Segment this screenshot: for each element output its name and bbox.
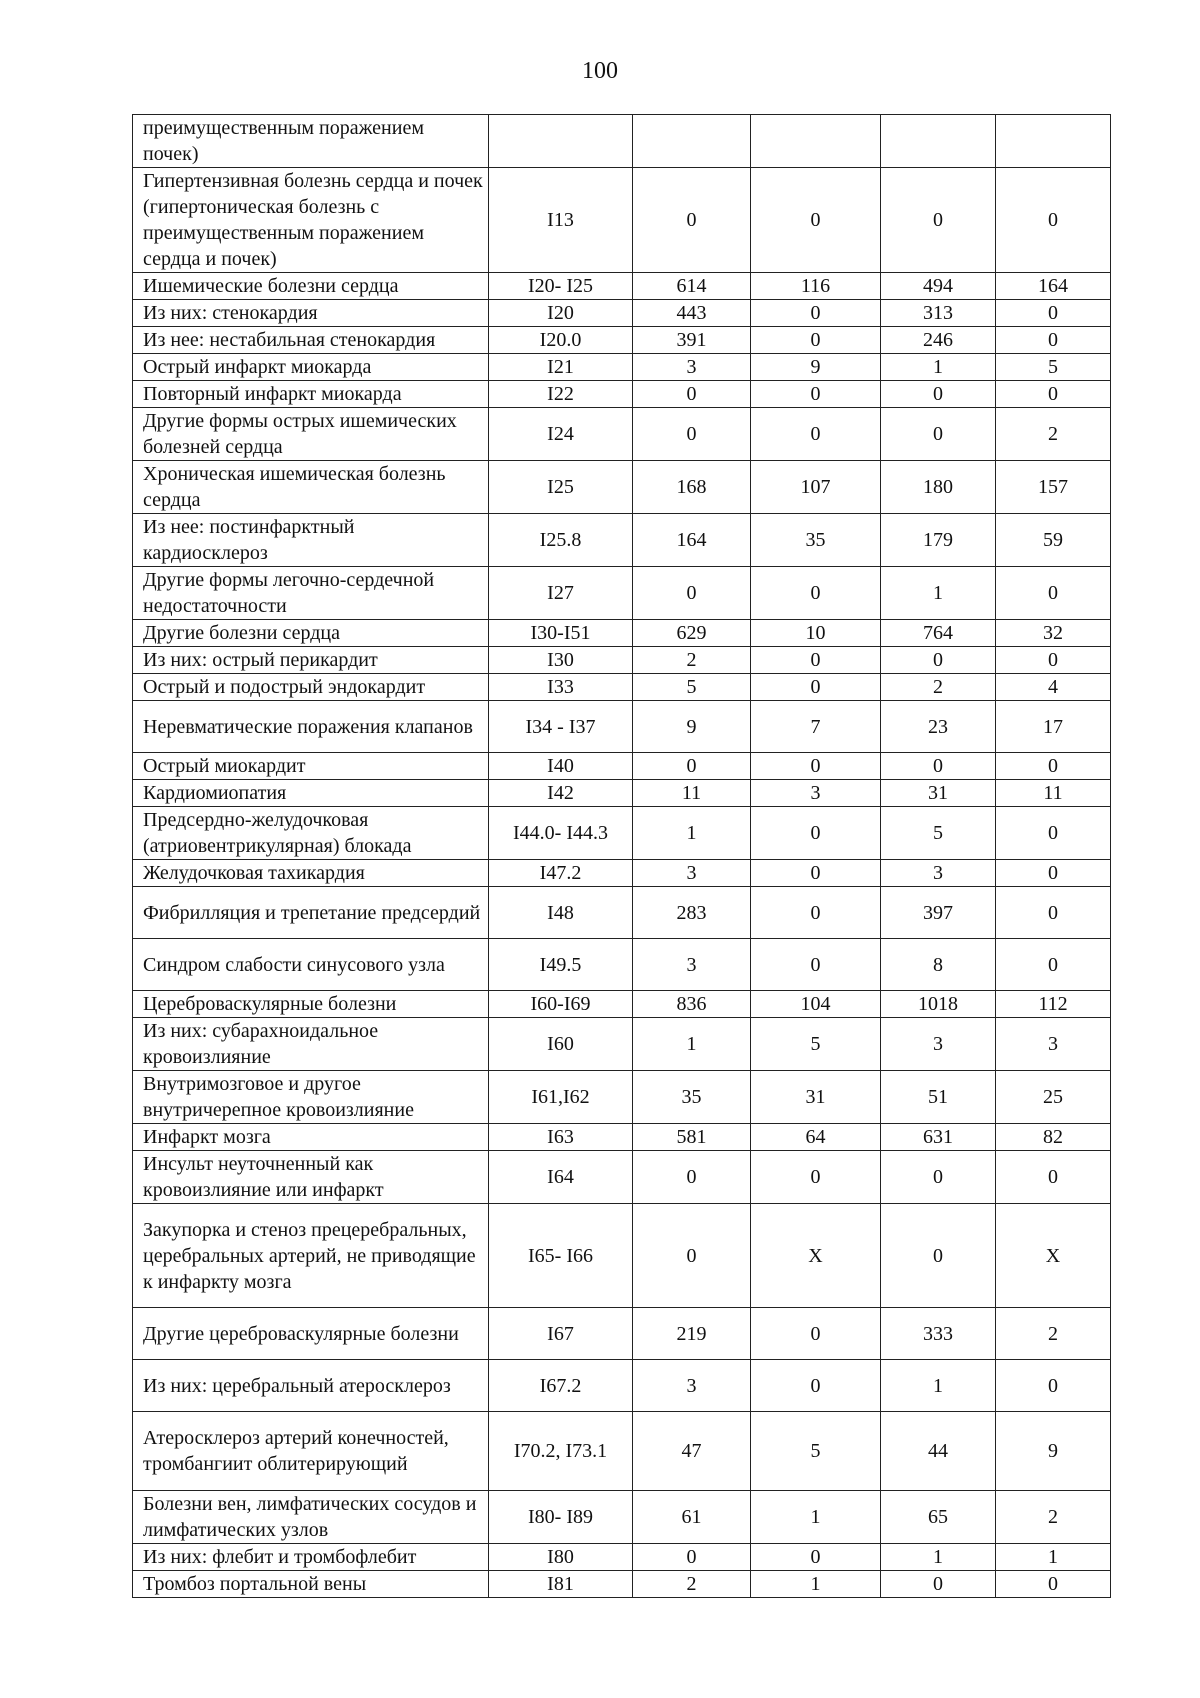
value-col-1-cell: 61 [633,1491,751,1544]
value-col-1-cell: 283 [633,887,751,939]
icd-code-cell: I80- I89 [489,1491,633,1544]
value-col-2-cell: 0 [751,1360,881,1412]
value-col-3-cell: 494 [881,273,996,300]
value-col-4-cell: 32 [996,620,1111,647]
value-col-2-cell: 0 [751,807,881,860]
value-col-1-cell: 168 [633,461,751,514]
diagnosis-name-cell: Другие цереброваскулярные болезни [133,1308,489,1360]
diagnosis-name-cell: Цереброваскулярные болезни [133,991,489,1018]
value-col-3-cell: 2 [881,674,996,701]
value-col-1-cell [633,115,751,168]
icd-code-cell: I20 [489,300,633,327]
value-col-3-cell: 1 [881,567,996,620]
table-row [133,1071,1111,1124]
table-row [133,647,1111,674]
table-row [133,1544,1111,1571]
value-col-4-cell: 3 [996,1018,1111,1071]
diagnosis-name-cell: Из нее: нестабильная стенокардия [133,327,489,354]
value-col-3-cell: 23 [881,701,996,753]
value-col-1-cell: 9 [633,701,751,753]
diagnosis-name-cell: Кардиомиопатия [133,780,489,807]
value-col-2-cell: 1 [751,1491,881,1544]
diagnosis-name-cell: Из них: субарахноидальное кровоизлияние [133,1018,489,1071]
value-col-2-cell [751,115,881,168]
value-col-1-cell: 0 [633,1204,751,1308]
diagnosis-name-cell: Желудочковая тахикардия [133,860,489,887]
value-col-2-cell: 0 [751,408,881,461]
value-col-4-cell: 0 [996,939,1111,991]
value-col-4-cell: 157 [996,461,1111,514]
value-col-2-cell: 7 [751,701,881,753]
table-row [133,780,1111,807]
diagnosis-name-cell: Закупорка и стеноз прецеребральных, церебральных артерий, не приводящие к инфаркту мозга [133,1204,489,1308]
value-col-3-cell: 0 [881,753,996,780]
diagnosis-name-cell: Из нее: постинфарктный кардиосклероз [133,514,489,567]
value-col-2-cell: 0 [751,381,881,408]
table-row [133,381,1111,408]
icd-code-cell: I61,I62 [489,1071,633,1124]
icd-code-cell: I47.2 [489,860,633,887]
value-col-4-cell: 0 [996,168,1111,273]
icd-code-cell: I25 [489,461,633,514]
value-col-4-cell: 11 [996,780,1111,807]
table-row [133,1308,1111,1360]
diagnosis-name-cell: Из них: церебральный атеросклероз [133,1360,489,1412]
diagnosis-name-cell: Острый и подострый эндокардит [133,674,489,701]
value-col-4-cell: 0 [996,300,1111,327]
value-col-3-cell: 1 [881,354,996,381]
icd-code-cell: I27 [489,567,633,620]
value-col-4-cell: 112 [996,991,1111,1018]
value-col-4-cell: 0 [996,860,1111,887]
value-col-3-cell: 1 [881,1360,996,1412]
diagnosis-name-cell: Из них: стенокардия [133,300,489,327]
value-col-2-cell: 0 [751,860,881,887]
table-row [133,1571,1111,1598]
value-col-1-cell: 0 [633,1544,751,1571]
value-col-3-cell: 3 [881,860,996,887]
value-col-1-cell: 1 [633,1018,751,1071]
value-col-2-cell: 1 [751,1571,881,1598]
value-col-3-cell: 333 [881,1308,996,1360]
icd-code-cell: I67 [489,1308,633,1360]
value-col-3-cell: 179 [881,514,996,567]
value-col-4-cell: 0 [996,807,1111,860]
value-col-2-cell: 0 [751,887,881,939]
table-row [133,300,1111,327]
table-row [133,991,1111,1018]
value-col-1-cell: 0 [633,168,751,273]
value-col-4-cell: 2 [996,1308,1111,1360]
table-row [133,620,1111,647]
table-row [133,1204,1111,1308]
icd-code-cell: I60-I69 [489,991,633,1018]
diagnosis-name-cell: Другие формы острых ишемических болезней сердца [133,408,489,461]
value-col-2-cell: 64 [751,1124,881,1151]
value-col-3-cell: 0 [881,1151,996,1204]
value-col-3-cell: 764 [881,620,996,647]
table-row [133,860,1111,887]
icd-code-cell: I22 [489,381,633,408]
value-col-3-cell: 0 [881,1571,996,1598]
diagnosis-name-cell: Острый инфаркт миокарда [133,354,489,381]
value-col-3-cell: 0 [881,168,996,273]
table-row [133,1412,1111,1491]
diagnosis-name-cell: Болезни вен, лимфатических сосудов и лимфатических узлов [133,1491,489,1544]
value-col-3-cell: 246 [881,327,996,354]
value-col-3-cell: 65 [881,1491,996,1544]
table-row [133,327,1111,354]
value-col-2-cell: 5 [751,1018,881,1071]
icd-code-cell: I80 [489,1544,633,1571]
value-col-2-cell: 0 [751,567,881,620]
value-col-1-cell: 443 [633,300,751,327]
value-col-1-cell: 614 [633,273,751,300]
value-col-2-cell: 0 [751,753,881,780]
table-row [133,674,1111,701]
value-col-4-cell: Х [996,1204,1111,1308]
value-col-2-cell: 0 [751,1151,881,1204]
value-col-1-cell: 2 [633,1571,751,1598]
value-col-2-cell: 116 [751,273,881,300]
value-col-1-cell: 11 [633,780,751,807]
icd-code-cell: I63 [489,1124,633,1151]
diagnosis-name-cell: Атеросклероз артерий конечностей, тромбангиит облитерирующий [133,1412,489,1491]
value-col-2-cell: 0 [751,674,881,701]
value-col-4-cell: 0 [996,381,1111,408]
icd-code-cell: I30-I51 [489,620,633,647]
value-col-3-cell: 5 [881,807,996,860]
value-col-1-cell: 35 [633,1071,751,1124]
value-col-1-cell: 3 [633,939,751,991]
value-col-4-cell: 0 [996,647,1111,674]
value-col-2-cell: 31 [751,1071,881,1124]
table-row [133,807,1111,860]
value-col-3-cell: 0 [881,1204,996,1308]
value-col-1-cell: 3 [633,860,751,887]
icd-code-cell: I64 [489,1151,633,1204]
value-col-2-cell: 9 [751,354,881,381]
value-col-3-cell: 0 [881,408,996,461]
value-col-4-cell: 25 [996,1071,1111,1124]
table-row [133,701,1111,753]
value-col-4-cell: 164 [996,273,1111,300]
icd-code-cell: I21 [489,354,633,381]
diagnosis-name-cell: Другие болезни сердца [133,620,489,647]
value-col-1-cell: 0 [633,408,751,461]
icd-code-cell: I60 [489,1018,633,1071]
value-col-3-cell: 313 [881,300,996,327]
value-col-2-cell: 3 [751,780,881,807]
value-col-4-cell: 2 [996,408,1111,461]
table-row [133,939,1111,991]
diagnosis-name-cell: Повторный инфаркт миокарда [133,381,489,408]
table-row [133,567,1111,620]
table-row [133,461,1111,514]
value-col-2-cell: 5 [751,1412,881,1491]
table-row [133,753,1111,780]
page-number: 100 [582,58,618,84]
diagnosis-name-cell: Из них: острый перикардит [133,647,489,674]
icd-code-cell: I24 [489,408,633,461]
value-col-3-cell: 31 [881,780,996,807]
icd-code-cell: I65- I66 [489,1204,633,1308]
icd-code-cell: I70.2, I73.1 [489,1412,633,1491]
value-col-3-cell: 44 [881,1412,996,1491]
diagnosis-name-cell: Инсульт неуточненный как кровоизлияние или инфаркт [133,1151,489,1204]
value-col-1-cell: 3 [633,354,751,381]
icd-code-cell: I67.2 [489,1360,633,1412]
icd-code-cell: I20.0 [489,327,633,354]
table-row [133,115,1111,168]
value-col-1-cell: 219 [633,1308,751,1360]
value-col-4-cell: 0 [996,327,1111,354]
value-col-3-cell: 1 [881,1544,996,1571]
table-row [133,887,1111,939]
table-row [133,1124,1111,1151]
value-col-1-cell: 629 [633,620,751,647]
value-col-2-cell: 0 [751,647,881,674]
value-col-2-cell: 107 [751,461,881,514]
value-col-2-cell: 104 [751,991,881,1018]
diagnosis-name-cell: Хроническая ишемическая болезнь сердца [133,461,489,514]
value-col-4-cell: 0 [996,1571,1111,1598]
value-col-1-cell: 391 [633,327,751,354]
icd-code-cell: I40 [489,753,633,780]
value-col-1-cell: 164 [633,514,751,567]
value-col-2-cell: 0 [751,168,881,273]
value-col-2-cell: 0 [751,327,881,354]
value-col-4-cell: 82 [996,1124,1111,1151]
value-col-1-cell: 0 [633,753,751,780]
value-col-3-cell: 1018 [881,991,996,1018]
diagnosis-name-cell: Другие формы легочно-сердечной недостаточности [133,567,489,620]
value-col-4-cell: 5 [996,354,1111,381]
value-col-4-cell [996,115,1111,168]
value-col-3-cell [881,115,996,168]
diagnosis-name-cell: Неревматические поражения клапанов [133,701,489,753]
value-col-4-cell: 2 [996,1491,1111,1544]
value-col-2-cell: 0 [751,1544,881,1571]
diagnosis-name-cell: Тромбоз портальной вены [133,1571,489,1598]
icd-code-cell: I48 [489,887,633,939]
table-row [133,273,1111,300]
value-col-1-cell: 0 [633,1151,751,1204]
value-col-2-cell: 0 [751,939,881,991]
value-col-3-cell: 0 [881,381,996,408]
diagnosis-name-cell: Гипертензивная болезнь сердца и почек (гипертоническая болезнь с преимущественным поражением сердца и почек) [133,168,489,273]
value-col-1-cell: 3 [633,1360,751,1412]
value-col-3-cell: 3 [881,1018,996,1071]
disease-statistics-table [132,114,1111,1598]
value-col-1-cell: 2 [633,647,751,674]
value-col-3-cell: 180 [881,461,996,514]
value-col-4-cell: 9 [996,1412,1111,1491]
icd-code-cell: I30 [489,647,633,674]
value-col-3-cell: 51 [881,1071,996,1124]
diagnosis-name-cell: Из них: флебит и тромбофлебит [133,1544,489,1571]
table-row [133,1491,1111,1544]
table-row [133,408,1111,461]
value-col-4-cell: 0 [996,567,1111,620]
value-col-4-cell: 0 [996,753,1111,780]
icd-code-cell: I33 [489,674,633,701]
value-col-1-cell: 1 [633,807,751,860]
value-col-3-cell: 397 [881,887,996,939]
value-col-1-cell: 0 [633,567,751,620]
table-row [133,514,1111,567]
value-col-4-cell: 4 [996,674,1111,701]
diagnosis-name-cell: Внутримозговое и другое внутричерепное кровоизлияние [133,1071,489,1124]
table-row [133,1018,1111,1071]
value-col-3-cell: 8 [881,939,996,991]
diagnosis-name-cell: Синдром слабости синусового узла [133,939,489,991]
value-col-2-cell: Х [751,1204,881,1308]
diagnosis-name-cell: преимущественным поражением почек) [133,115,489,168]
value-col-4-cell: 0 [996,1151,1111,1204]
value-col-1-cell: 0 [633,381,751,408]
value-col-1-cell: 836 [633,991,751,1018]
icd-code-cell: I49.5 [489,939,633,991]
table-row [133,1360,1111,1412]
icd-code-cell: I42 [489,780,633,807]
value-col-4-cell: 59 [996,514,1111,567]
diagnosis-name-cell: Предсердно-желудочковая (атриовентрикулярная) блокада [133,807,489,860]
value-col-1-cell: 47 [633,1412,751,1491]
icd-code-cell: I81 [489,1571,633,1598]
diagnosis-name-cell: Фибрилляция и трепетание предсердий [133,887,489,939]
table-row [133,1151,1111,1204]
icd-code-cell: I20- I25 [489,273,633,300]
value-col-3-cell: 631 [881,1124,996,1151]
value-col-1-cell: 581 [633,1124,751,1151]
diagnosis-name-cell: Ишемические болезни сердца [133,273,489,300]
table-row [133,354,1111,381]
icd-code-cell: I44.0- I44.3 [489,807,633,860]
icd-code-cell: I34 - I37 [489,701,633,753]
value-col-4-cell: 0 [996,887,1111,939]
value-col-4-cell: 0 [996,1360,1111,1412]
value-col-4-cell: 17 [996,701,1111,753]
value-col-2-cell: 35 [751,514,881,567]
value-col-1-cell: 5 [633,674,751,701]
value-col-4-cell: 1 [996,1544,1111,1571]
diagnosis-name-cell: Инфаркт мозга [133,1124,489,1151]
icd-code-cell: I25.8 [489,514,633,567]
value-col-2-cell: 10 [751,620,881,647]
table-row [133,168,1111,273]
value-col-2-cell: 0 [751,300,881,327]
diagnosis-name-cell: Острый миокардит [133,753,489,780]
icd-code-cell: I13 [489,168,633,273]
value-col-2-cell: 0 [751,1308,881,1360]
icd-code-cell [489,115,633,168]
value-col-3-cell: 0 [881,647,996,674]
